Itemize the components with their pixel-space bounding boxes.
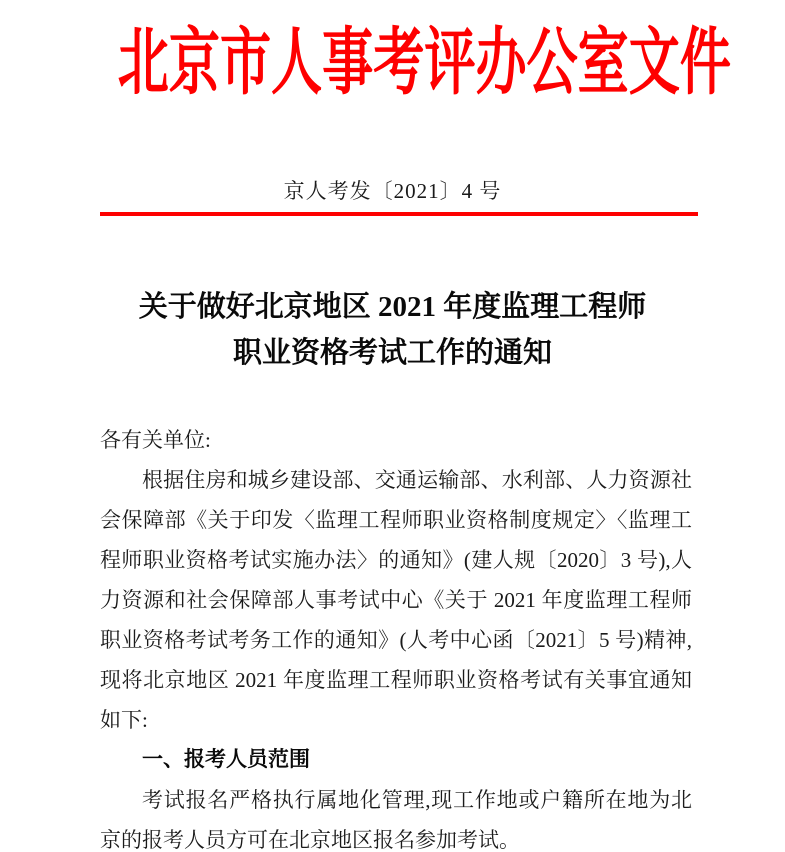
document-title-line-1: 关于做好北京地区 2021 年度监理工程师 (138, 291, 647, 323)
document-number: 京人考发〔2021〕4 号 (283, 179, 502, 203)
document-body (100, 420, 692, 852)
salutation: 各有关单位: (100, 428, 211, 452)
section-1-heading: 一、报考人员范围 (142, 748, 310, 771)
intro-paragraph: 根据住房和城乡建设部、交通运输部、水利部、人力资源社会保障部《关于印发〈监理工程师职业资格制度规定〉〈监理工程师职业资格考试实施办法〉的通知》(建人规〔2020〕3 号),人力资源和社会保障部人事考试中心《关于 2021 年度监理工程师职业资格考试考务工作的通知》(人考中心函〔2021〕5 号)精神,现将北京地区 2021 年度监理工程师职业资格考试有关事宜通知如下: (100, 468, 692, 732)
section-1-paragraph: 考试报名严格执行属地化管理,现工作地或户籍所在地为北京的报考人员方可在北京地区报名参加考试。 (100, 788, 692, 852)
document-header-title: 北京市人事考评办公室文件 (117, 22, 731, 103)
red-divider-line (100, 212, 698, 216)
document-title-line-2: 职业资格考试工作的通知 (232, 337, 552, 369)
document-title (0, 284, 785, 376)
